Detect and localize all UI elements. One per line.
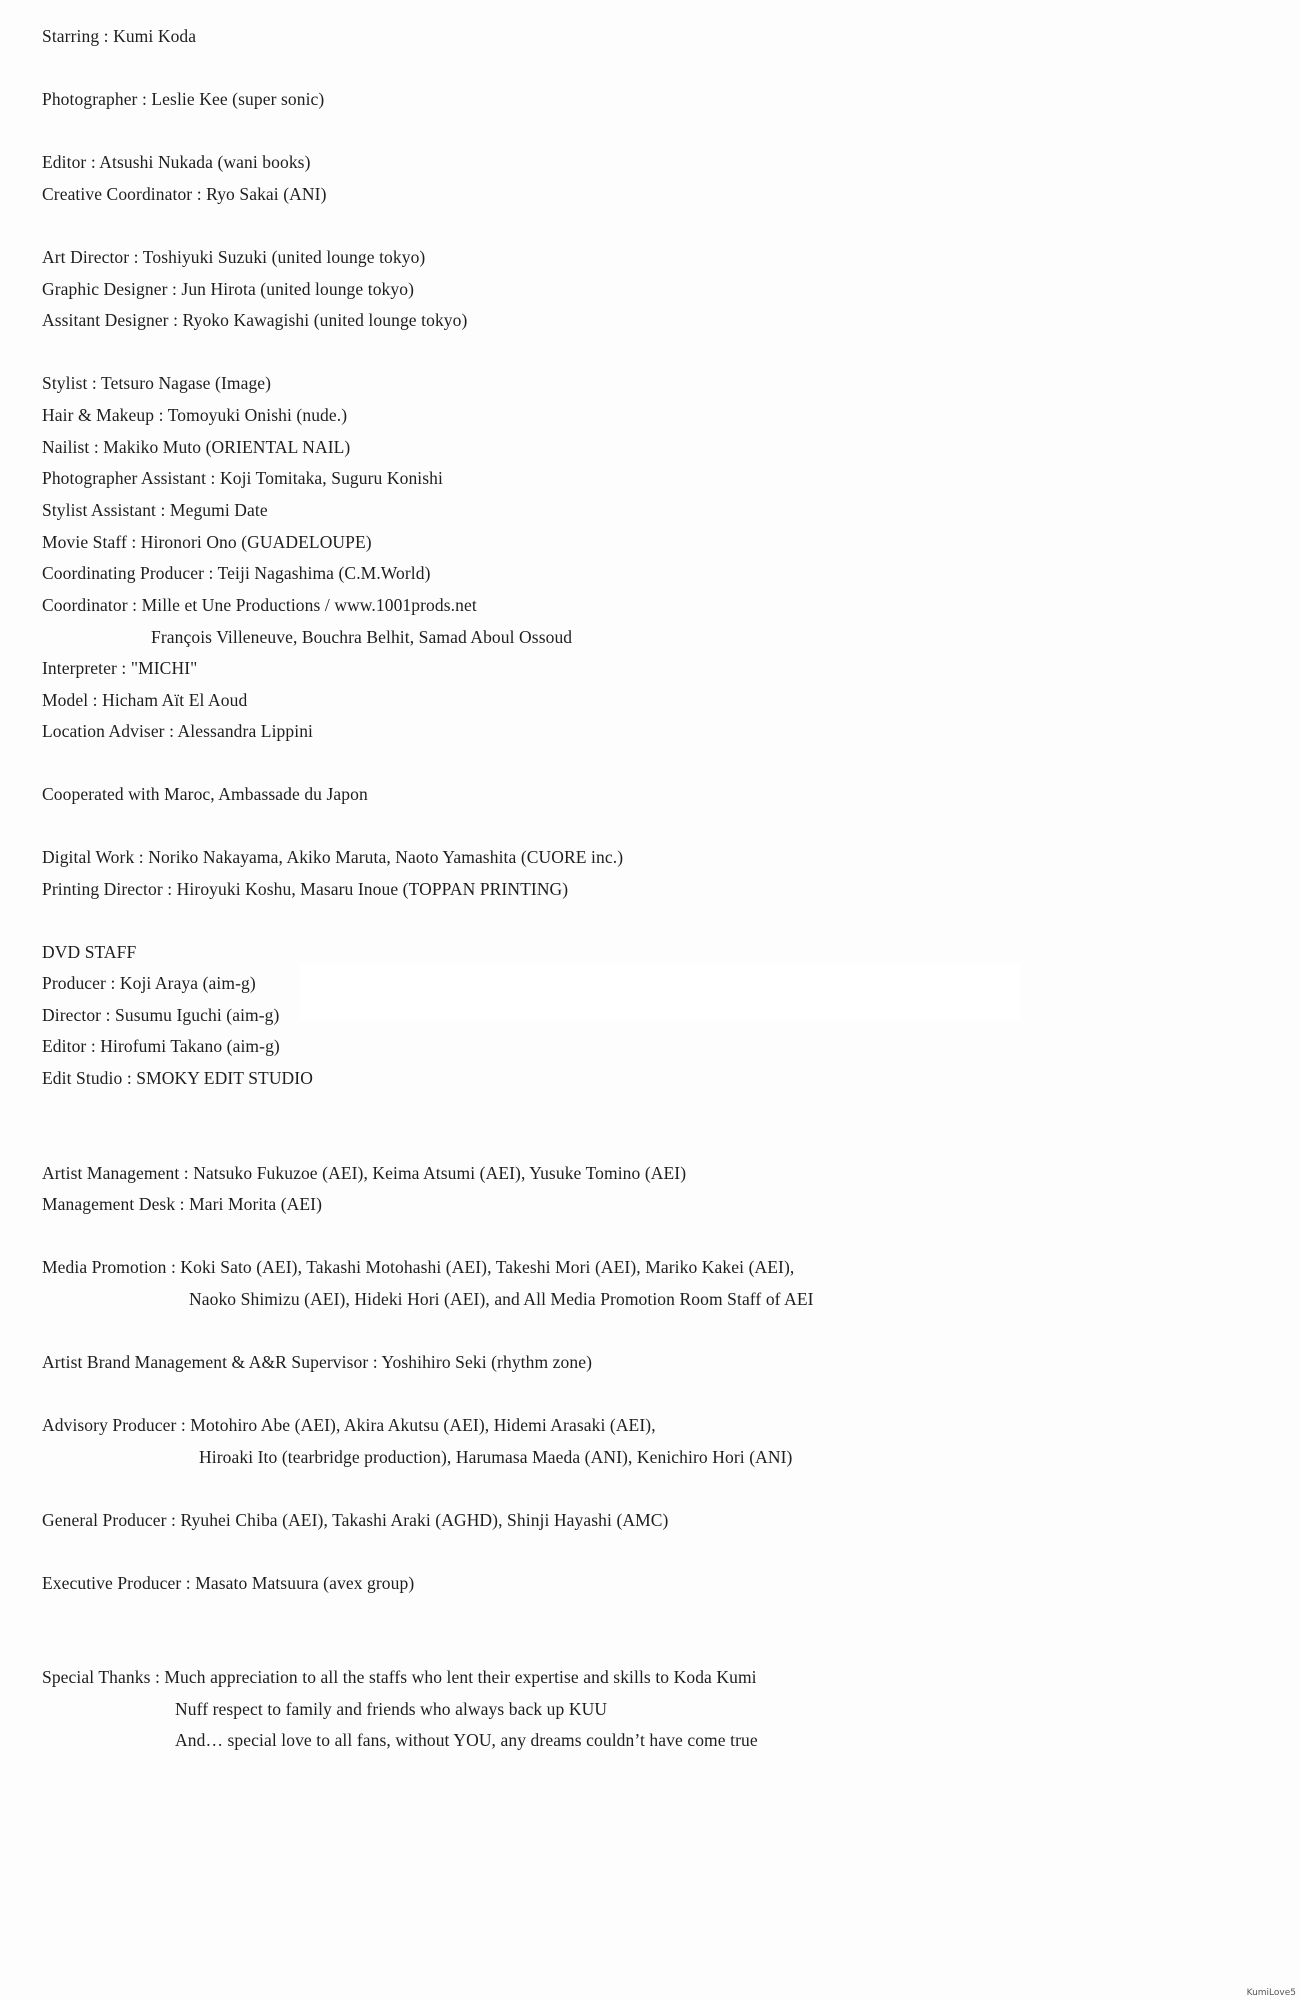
erased-area [300, 963, 1020, 1021]
credit-special-thanks: Special Thanks : Much appreciation to all the staffs who lent their expertise and skills to Koda Kumi [42, 1667, 757, 1687]
watermark: KumiLove5 [1246, 1988, 1296, 1998]
credit-stylist-assistant: Stylist Assistant : Megumi Date [42, 500, 268, 520]
credit-special-thanks-line2: Nuff respect to family and friends who always back up KUU [175, 1699, 608, 1719]
credit-printing-director: Printing Director : Hiroyuki Koshu, Masaru Inoue (TOPPAN PRINTING) [42, 879, 569, 899]
credit-graphic-designer: Graphic Designer : Jun Hirota (united lounge tokyo) [42, 279, 415, 299]
credit-cooperated: Cooperated with Maroc, Ambassade du Japon [42, 784, 368, 804]
credit-coordinator-names: François Villeneuve, Bouchra Belhit, Samad Aboul Ossoud [151, 627, 573, 647]
credit-artist-management: Artist Management : Natsuko Fukuzoe (AEI), Keima Atsumi (AEI), Yusuke Tomino (AEI) [42, 1163, 687, 1183]
credit-coordinating-producer: Coordinating Producer : Teiji Nagashima (C.M.World) [42, 563, 431, 583]
credit-nailist: Nailist : Makiko Muto (ORIENTAL NAIL) [42, 437, 351, 457]
credit-dvd-editor: Editor : Hirofumi Takano (aim-g) [42, 1036, 280, 1056]
credit-model: Model : Hicham Aït El Aoud [42, 690, 248, 710]
credit-media-promotion-cont: Naoko Shimizu (AEI), Hideki Hori (AEI), and All Media Promotion Room Staff of AEI [189, 1289, 814, 1309]
credit-edit-studio: Edit Studio : SMOKY EDIT STUDIO [42, 1068, 313, 1088]
credit-assistant-designer: Assitant Designer : Ryoko Kawagishi (united lounge tokyo) [42, 310, 468, 330]
credit-photographer: Photographer : Leslie Kee (super sonic) [42, 89, 325, 109]
credit-advisory-producer: Advisory Producer : Motohiro Abe (AEI), Akira Akutsu (AEI), Hidemi Arasaki (AEI), [42, 1415, 656, 1435]
credit-creative-coordinator: Creative Coordinator : Ryo Sakai (ANI) [42, 184, 327, 204]
credit-location-adviser: Location Adviser : Alessandra Lippini [42, 721, 314, 741]
credit-digital-work: Digital Work : Noriko Nakayama, Akiko Maruta, Naoto Yamashita (CUORE inc.) [42, 847, 624, 867]
credit-photographer-assistant: Photographer Assistant : Koji Tomitaka, Suguru Konishi [42, 468, 443, 488]
credit-movie-staff: Movie Staff : Hironori Ono (GUADELOUPE) [42, 532, 372, 552]
credit-advisory-producer-cont: Hiroaki Ito (tearbridge production), Harumasa Maeda (ANI), Kenichiro Hori (ANI) [199, 1447, 793, 1467]
credit-hair-makeup: Hair & Makeup : Tomoyuki Onishi (nude.) [42, 405, 348, 425]
credit-artist-brand-management: Artist Brand Management & A&R Supervisor : Yoshihiro Seki (rhythm zone) [42, 1352, 593, 1372]
credit-editor: Editor : Atsushi Nukada (wani books) [42, 152, 311, 172]
credit-management-desk: Management Desk : Mari Morita (AEI) [42, 1194, 323, 1214]
credit-dvd-director: Director : Susumu Iguchi (aim-g) [42, 1005, 280, 1025]
credit-executive-producer: Executive Producer : Masato Matsuura (avex group) [42, 1573, 415, 1593]
credit-special-thanks-line3: And… special love to all fans, without YOU, any dreams couldn’t have come true [175, 1730, 758, 1750]
credit-general-producer: General Producer : Ryuhei Chiba (AEI), Takashi Araki (AGHD), Shinji Hayashi (AMC) [42, 1510, 669, 1530]
credit-art-director: Art Director : Toshiyuki Suzuki (united lounge tokyo) [42, 247, 426, 267]
credit-dvd-producer: Producer : Koji Araya (aim-g) [42, 973, 256, 993]
credit-starring: Starring : Kumi Koda [42, 26, 197, 46]
credit-interpreter: Interpreter : "MICHI" [42, 658, 198, 678]
credit-media-promotion: Media Promotion : Koki Sato (AEI), Takashi Motohashi (AEI), Takeshi Mori (AEI), Mariko Kakei (AEI), [42, 1257, 795, 1277]
dvd-staff-heading: DVD STAFF [42, 942, 137, 962]
credit-coordinator: Coordinator : Mille et Une Productions / www.1001prods.net [42, 595, 477, 615]
credit-stylist: Stylist : Tetsuro Nagase (Image) [42, 373, 272, 393]
